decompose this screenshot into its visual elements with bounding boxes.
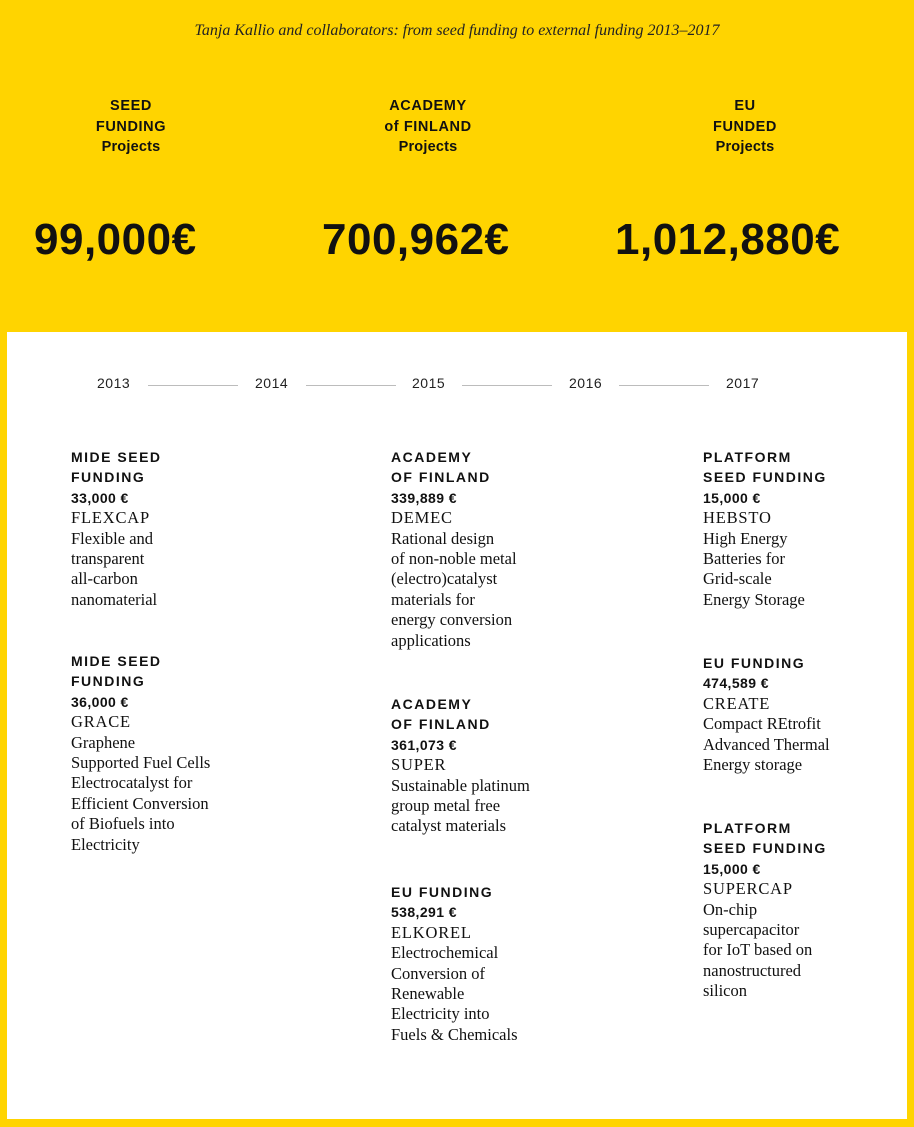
desc-line: group metal free (391, 796, 501, 816)
label-line: MIDE SEED (71, 653, 162, 669)
desc-line: Rational design (391, 528, 495, 548)
desc-line: energy conversion (391, 610, 513, 630)
project-funding-label (391, 694, 591, 735)
desc-line: supercapacitor (703, 920, 800, 940)
summary-eu-amount: 1,012,880€ (615, 215, 841, 264)
project-code: GRACE (71, 712, 131, 732)
desc-line: for IoT based on (703, 940, 813, 960)
project-description (703, 714, 903, 775)
project-code: HEBSTO (703, 508, 772, 528)
project-code: SUPERCAP (703, 879, 793, 899)
summary-academy-label (328, 96, 528, 158)
label-line: SEED FUNDING (703, 840, 827, 857)
summary-academy-line3: Projects (398, 139, 458, 155)
desc-line: High Energy (703, 528, 788, 548)
summary-seed-line3: Projects (101, 139, 161, 155)
project-code: DEMEC (391, 508, 453, 528)
label-line: OF FINLAND (391, 469, 491, 486)
label-line: FUNDING (71, 469, 146, 486)
project-funding-label (703, 447, 903, 488)
project-description (71, 733, 271, 855)
label-line: FUNDING (71, 673, 146, 690)
desc-line: Energy Storage (703, 589, 805, 609)
project-card-supercap (703, 818, 903, 1002)
project-funding-label (703, 653, 903, 673)
summary-seed-label (31, 96, 231, 158)
project-funding-label (71, 447, 271, 488)
desc-line: all-carbon (71, 569, 138, 589)
desc-line: materials for (391, 589, 475, 609)
desc-line: transparent (71, 549, 145, 569)
label-line: ACADEMY (391, 696, 473, 712)
project-card-hebsto (703, 447, 903, 610)
label-line: PLATFORM (703, 820, 792, 836)
desc-line: of non-noble metal (391, 549, 517, 569)
project-amount: 339,889 € (391, 489, 457, 506)
project-description (391, 776, 591, 837)
timeline-divider (462, 385, 552, 386)
label-line: ACADEMY (391, 449, 473, 465)
project-code: ELKOREL (391, 922, 472, 942)
project-card-elkorel (391, 882, 591, 1045)
timeline-divider (148, 385, 238, 386)
desc-line: silicon (703, 981, 747, 1001)
desc-line: Electrocatalyst for (71, 773, 193, 793)
label-line: SEED FUNDING (703, 469, 827, 486)
project-code: CREATE (703, 693, 771, 713)
project-funding-label (391, 882, 591, 902)
project-amount: 474,589 € (703, 675, 769, 692)
page-title: Tanja Kallio and collaborators: from seed funding to external funding 2013–2017 (194, 22, 720, 39)
summary-academy-line1: ACADEMY (389, 98, 467, 114)
year-2014: 2014 (255, 375, 289, 391)
desc-line: Flexible and (71, 528, 154, 548)
desc-line: Batteries for (703, 549, 786, 569)
project-card-create (703, 653, 903, 775)
project-card-grace (71, 651, 271, 855)
project-amount: 36,000 € (71, 693, 129, 710)
project-amount: 361,073 € (391, 736, 457, 753)
desc-line: nanostructured (703, 960, 802, 980)
project-card-flexcap (71, 447, 271, 610)
project-code: FLEXCAP (71, 508, 150, 528)
timeline-divider (306, 385, 396, 386)
desc-line: of Biofuels into (71, 814, 175, 834)
year-2015: 2015 (412, 375, 446, 391)
project-amount: 538,291 € (391, 904, 457, 921)
label-line: EU FUNDING (391, 884, 494, 900)
summary-eu-line2: FUNDED (712, 118, 777, 135)
summary-seed-amount: 99,000€ (34, 215, 197, 264)
label-line: OF FINLAND (391, 716, 491, 733)
year-2016: 2016 (569, 375, 603, 391)
summary-eu-label (645, 96, 845, 158)
year-2017: 2017 (726, 375, 760, 391)
desc-line: Renewable (391, 984, 465, 1004)
desc-line: Electricity into (391, 1004, 490, 1024)
desc-line: catalyst materials (391, 816, 506, 836)
desc-line: applications (391, 630, 471, 650)
desc-line: nanomaterial (71, 589, 158, 609)
desc-line: Energy storage (703, 755, 803, 775)
summary-eu-line1: EU (734, 98, 756, 114)
summary-seed-line2: FUNDING (95, 118, 167, 135)
project-amount: 15,000 € (703, 489, 761, 506)
desc-line: Advanced Thermal (703, 734, 830, 754)
desc-line: Electrochemical (391, 943, 499, 963)
summary-seed-line1: SEED (110, 98, 152, 114)
project-description (703, 529, 903, 611)
project-description (703, 900, 903, 1002)
desc-line: (electro)catalyst (391, 569, 498, 589)
desc-line: Supported Fuel Cells (71, 753, 211, 773)
project-description (71, 529, 271, 611)
project-funding-label (71, 651, 271, 692)
project-description (391, 529, 591, 651)
project-amount: 33,000 € (71, 489, 129, 506)
desc-line: Graphene (71, 732, 136, 752)
summary-eu-line3: Projects (715, 139, 775, 155)
label-line: MIDE SEED (71, 449, 162, 465)
project-card-super (391, 694, 591, 837)
project-code: SUPER (391, 755, 447, 775)
timeline-divider (619, 385, 709, 386)
year-2013: 2013 (97, 375, 131, 391)
summary-academy-amount: 700,962€ (322, 215, 510, 264)
desc-line: Grid-scale (703, 569, 772, 589)
desc-line: Fuels & Chemicals (391, 1024, 518, 1044)
desc-line: Electricity (71, 834, 140, 854)
project-funding-label (703, 818, 903, 859)
project-description (391, 943, 591, 1045)
desc-line: Sustainable platinum (391, 775, 530, 795)
project-card-demec (391, 447, 591, 651)
desc-line: Efficient Conversion (71, 793, 209, 813)
desc-line: Conversion of (391, 963, 485, 983)
desc-line: On-chip (703, 899, 758, 919)
desc-line: Compact REtrofit (703, 714, 821, 734)
label-line: PLATFORM (703, 449, 792, 465)
project-funding-label (391, 447, 591, 488)
summary-academy-line2: of FINLAND (384, 118, 472, 135)
label-line: EU FUNDING (703, 655, 806, 671)
project-amount: 15,000 € (703, 860, 761, 877)
